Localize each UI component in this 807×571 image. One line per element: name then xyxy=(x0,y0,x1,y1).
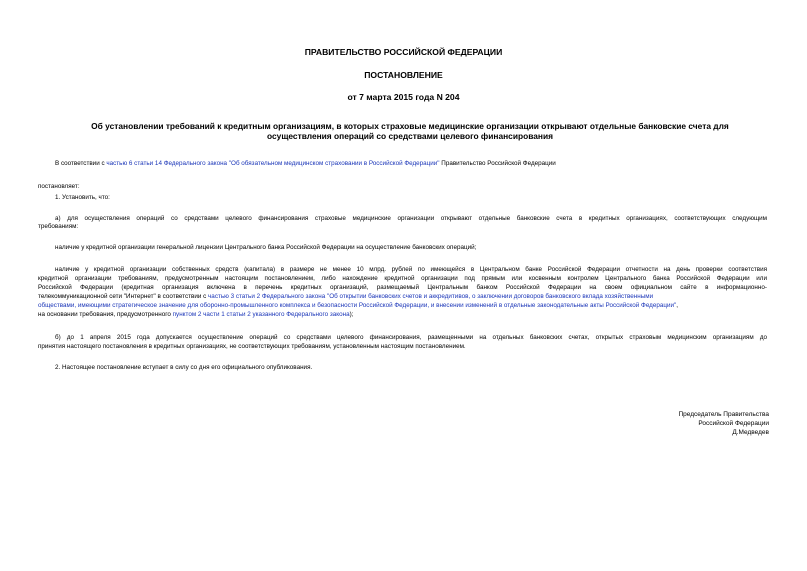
banking-law-link-cont[interactable]: обществами, имеющими стратегическое значение для оборонно-промышленного комплекса и безопасности Российской Федерации, и внесении изменений в отдельные законодательные акты Российской Федерации" xyxy=(38,302,677,309)
preamble-tail: Правительство Российской Федерации xyxy=(439,160,556,167)
requirement-line-6-lead: на основании требования, предусмотренного xyxy=(38,311,173,318)
requirement-capital-line-4 xyxy=(38,293,653,302)
date-number-heading: от 7 марта 2015 года N 204 xyxy=(347,92,460,102)
requirement-capital-line-3: Российской Федерации (кредитная организация включена в перечень кредитных организаций, размещаемый Центральным банком Российской Федерации на своем официальном сайте в информационно- xyxy=(38,284,767,291)
item-a-line-1: а) для осуществления операций со средствами целевого финансирования страховые медицинские организации открывают отдельные банковские счета в кредитных организациях, соответствующих следующим xyxy=(55,215,767,222)
resolves-text: постановляет: xyxy=(38,183,80,190)
item-a-line-2: требованиям: xyxy=(38,223,79,230)
banking-law-link[interactable]: частью 3 статьи 2 Федерального закона "Об открытии банковских счетов и аккредитивов, о заключении договоров банковского вклада хозяйственными xyxy=(208,293,654,300)
preamble xyxy=(55,160,556,169)
document-title xyxy=(60,121,760,141)
signature-name: Д.Медведев xyxy=(732,429,769,436)
item-b-line-1: б) до 1 апреля 2015 года допускается осуществление операций со средствами целевого финансирования, размещенными на отдельных банковских счетах, открытых страховым медицинским организациям до xyxy=(55,334,767,341)
signature-position: Председатель Правительства xyxy=(678,411,769,418)
title-line-1: Об установлении требований к кредитным организациям, в которых страховые медицинские организации открывают отдельные банковские счета для xyxy=(91,121,729,131)
item-1: 1. Установить, что: xyxy=(55,194,110,201)
preamble-law-link[interactable]: частью 6 статьи 14 Федерального закона "Об обязательном медицинском страховании в Российской Федерации" xyxy=(106,160,440,167)
requirement-line-5-tail: , xyxy=(676,302,678,309)
requirement-line-4-lead: телекоммуникационной сети "Интернет" в соответствии с xyxy=(38,293,209,300)
title-line-2: осуществления операций со средствами целевого финансирования xyxy=(267,131,553,141)
document-type-heading: ПОСТАНОВЛЕНИЕ xyxy=(364,70,443,80)
preamble-lead: В соответствии с xyxy=(55,160,107,167)
requirement-capital-line-2: кредитной организации требованиям, предусмотренным настоящим постановлением, либо нахождение кредитной организации под прямым или косвенным контролем Центрального банка Российской Федерации или xyxy=(38,275,767,282)
requirement-line-6-tail: ); xyxy=(349,311,354,318)
signature-country: Российской Федерации xyxy=(698,420,769,427)
requirement-capital-line-1: наличие у кредитной организации собственных средств (капитала) в размере не менее 10 млрд. рублей по имеющейся в Центральном банке Российской Федерации отчетности на день проверки соответствия xyxy=(55,266,767,273)
requirement-capital-line-6 xyxy=(38,311,353,320)
item-2: 2. Настоящее постановление вступает в силу со дня его официального опубликования. xyxy=(55,364,313,371)
government-heading: ПРАВИТЕЛЬСТВО РОССИЙСКОЙ ФЕДЕРАЦИИ xyxy=(304,47,503,57)
requirement-capital-line-5 xyxy=(38,302,678,311)
clause-reference-link[interactable]: пунктом 2 части 1 статьи 2 указанного Федерального закона xyxy=(172,311,350,318)
requirement-license: наличие у кредитной организации генеральной лицензии Центрального банка Российской Федерации на осуществление банковских операций; xyxy=(55,244,477,251)
signature-block xyxy=(678,410,769,437)
item-b-line-2: принятия настоящего постановления в кредитных организациях, не соответствующих требованиям, установленным настоящим постановлением. xyxy=(38,343,466,350)
